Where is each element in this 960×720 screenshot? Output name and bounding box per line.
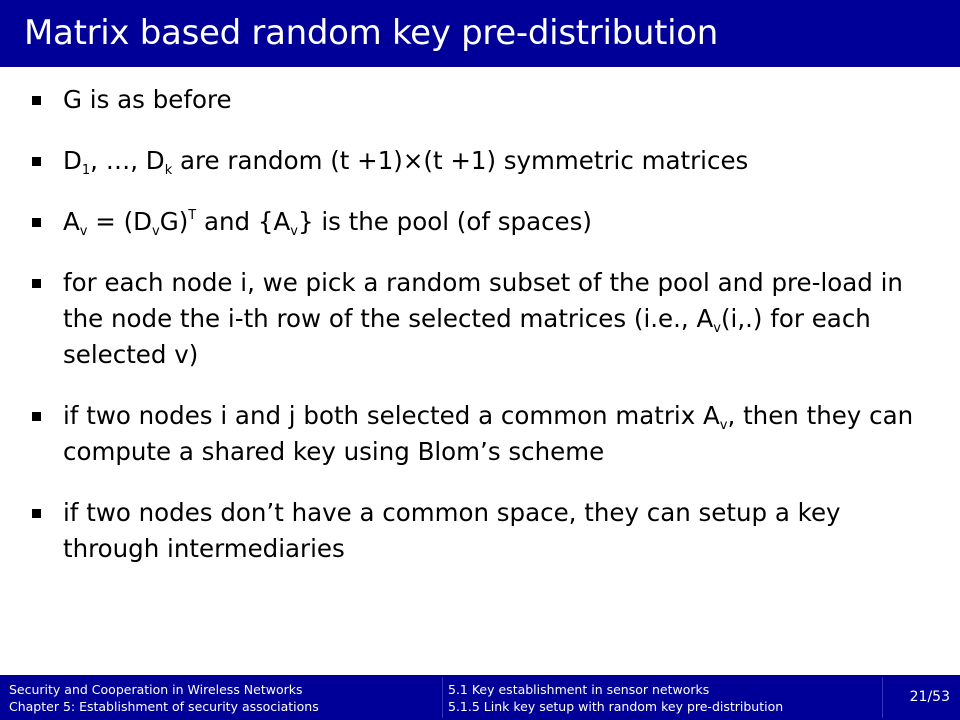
footer-course-title: Security and Cooperation in Wireless Networks [9,682,303,697]
superscript: T [188,208,197,223]
text-run: = (D [87,207,152,236]
footer-course-info [9,681,439,715]
text-run: for each node i, we pick a random subset of the pool and pre-load in the node the i-th row of the selected matrices (i.e., A [63,268,903,333]
text-run: , …, D [90,146,165,175]
footer-subsection-title: 5.1.5 Link key setup with random key pre-distribution [448,699,784,714]
subscript: v [290,224,298,239]
text-run: , then they can compute a shared key using Blom’s scheme [63,401,914,466]
subscript: v [152,224,160,239]
text-run: D [63,146,82,175]
bullet-item [30,495,935,567]
text-run: if two nodes i and j both selected a common matrix A [63,401,720,430]
square-bullet-icon [32,96,41,105]
square-bullet-icon [32,279,41,288]
bullet-text [63,207,592,239]
text-run: } is the pool (of spaces) [297,207,592,236]
text-run: A [63,207,80,236]
footer-divider [882,677,883,718]
text-run: are random (t +1)×(t +1) symmetric matrices [172,146,749,175]
footer-chapter-title: Chapter 5: Establishment of security associations [9,699,319,714]
text-run: G) [159,207,189,236]
bullet-item [30,204,935,240]
bullet-text: G is as before [63,85,232,114]
text-run: (i,.) for each selected v) [63,304,871,369]
square-bullet-icon [32,509,41,518]
bullet-text [63,268,903,369]
bullet-text [63,401,913,466]
text-run: and {A [196,207,291,236]
bullet-text: if two nodes don’t have a common space, they can setup a key through intermediaries [63,498,841,563]
subscript: v [79,224,88,239]
bullet-list [30,82,935,592]
square-bullet-icon [32,412,41,421]
subscript: v [719,418,728,433]
square-bullet-icon [32,157,41,166]
bullet-item [30,265,935,373]
footer-section-info [448,681,878,715]
bullet-item [30,82,935,118]
bullet-item [30,398,935,470]
slide-title: Matrix based random key pre-distribution [24,13,719,53]
bullet-text [63,146,749,178]
footer-divider [442,677,443,718]
page-number: 21/53 [909,689,950,705]
subscript: v [713,321,721,336]
square-bullet-icon [32,218,41,227]
bullet-item [30,143,935,179]
title-bar [0,0,960,67]
footer-bar [0,675,960,720]
footer-section-title: 5.1 Key establishment in sensor networks [448,682,710,697]
subscript: 1 [81,163,91,178]
subscript: k [164,163,173,178]
